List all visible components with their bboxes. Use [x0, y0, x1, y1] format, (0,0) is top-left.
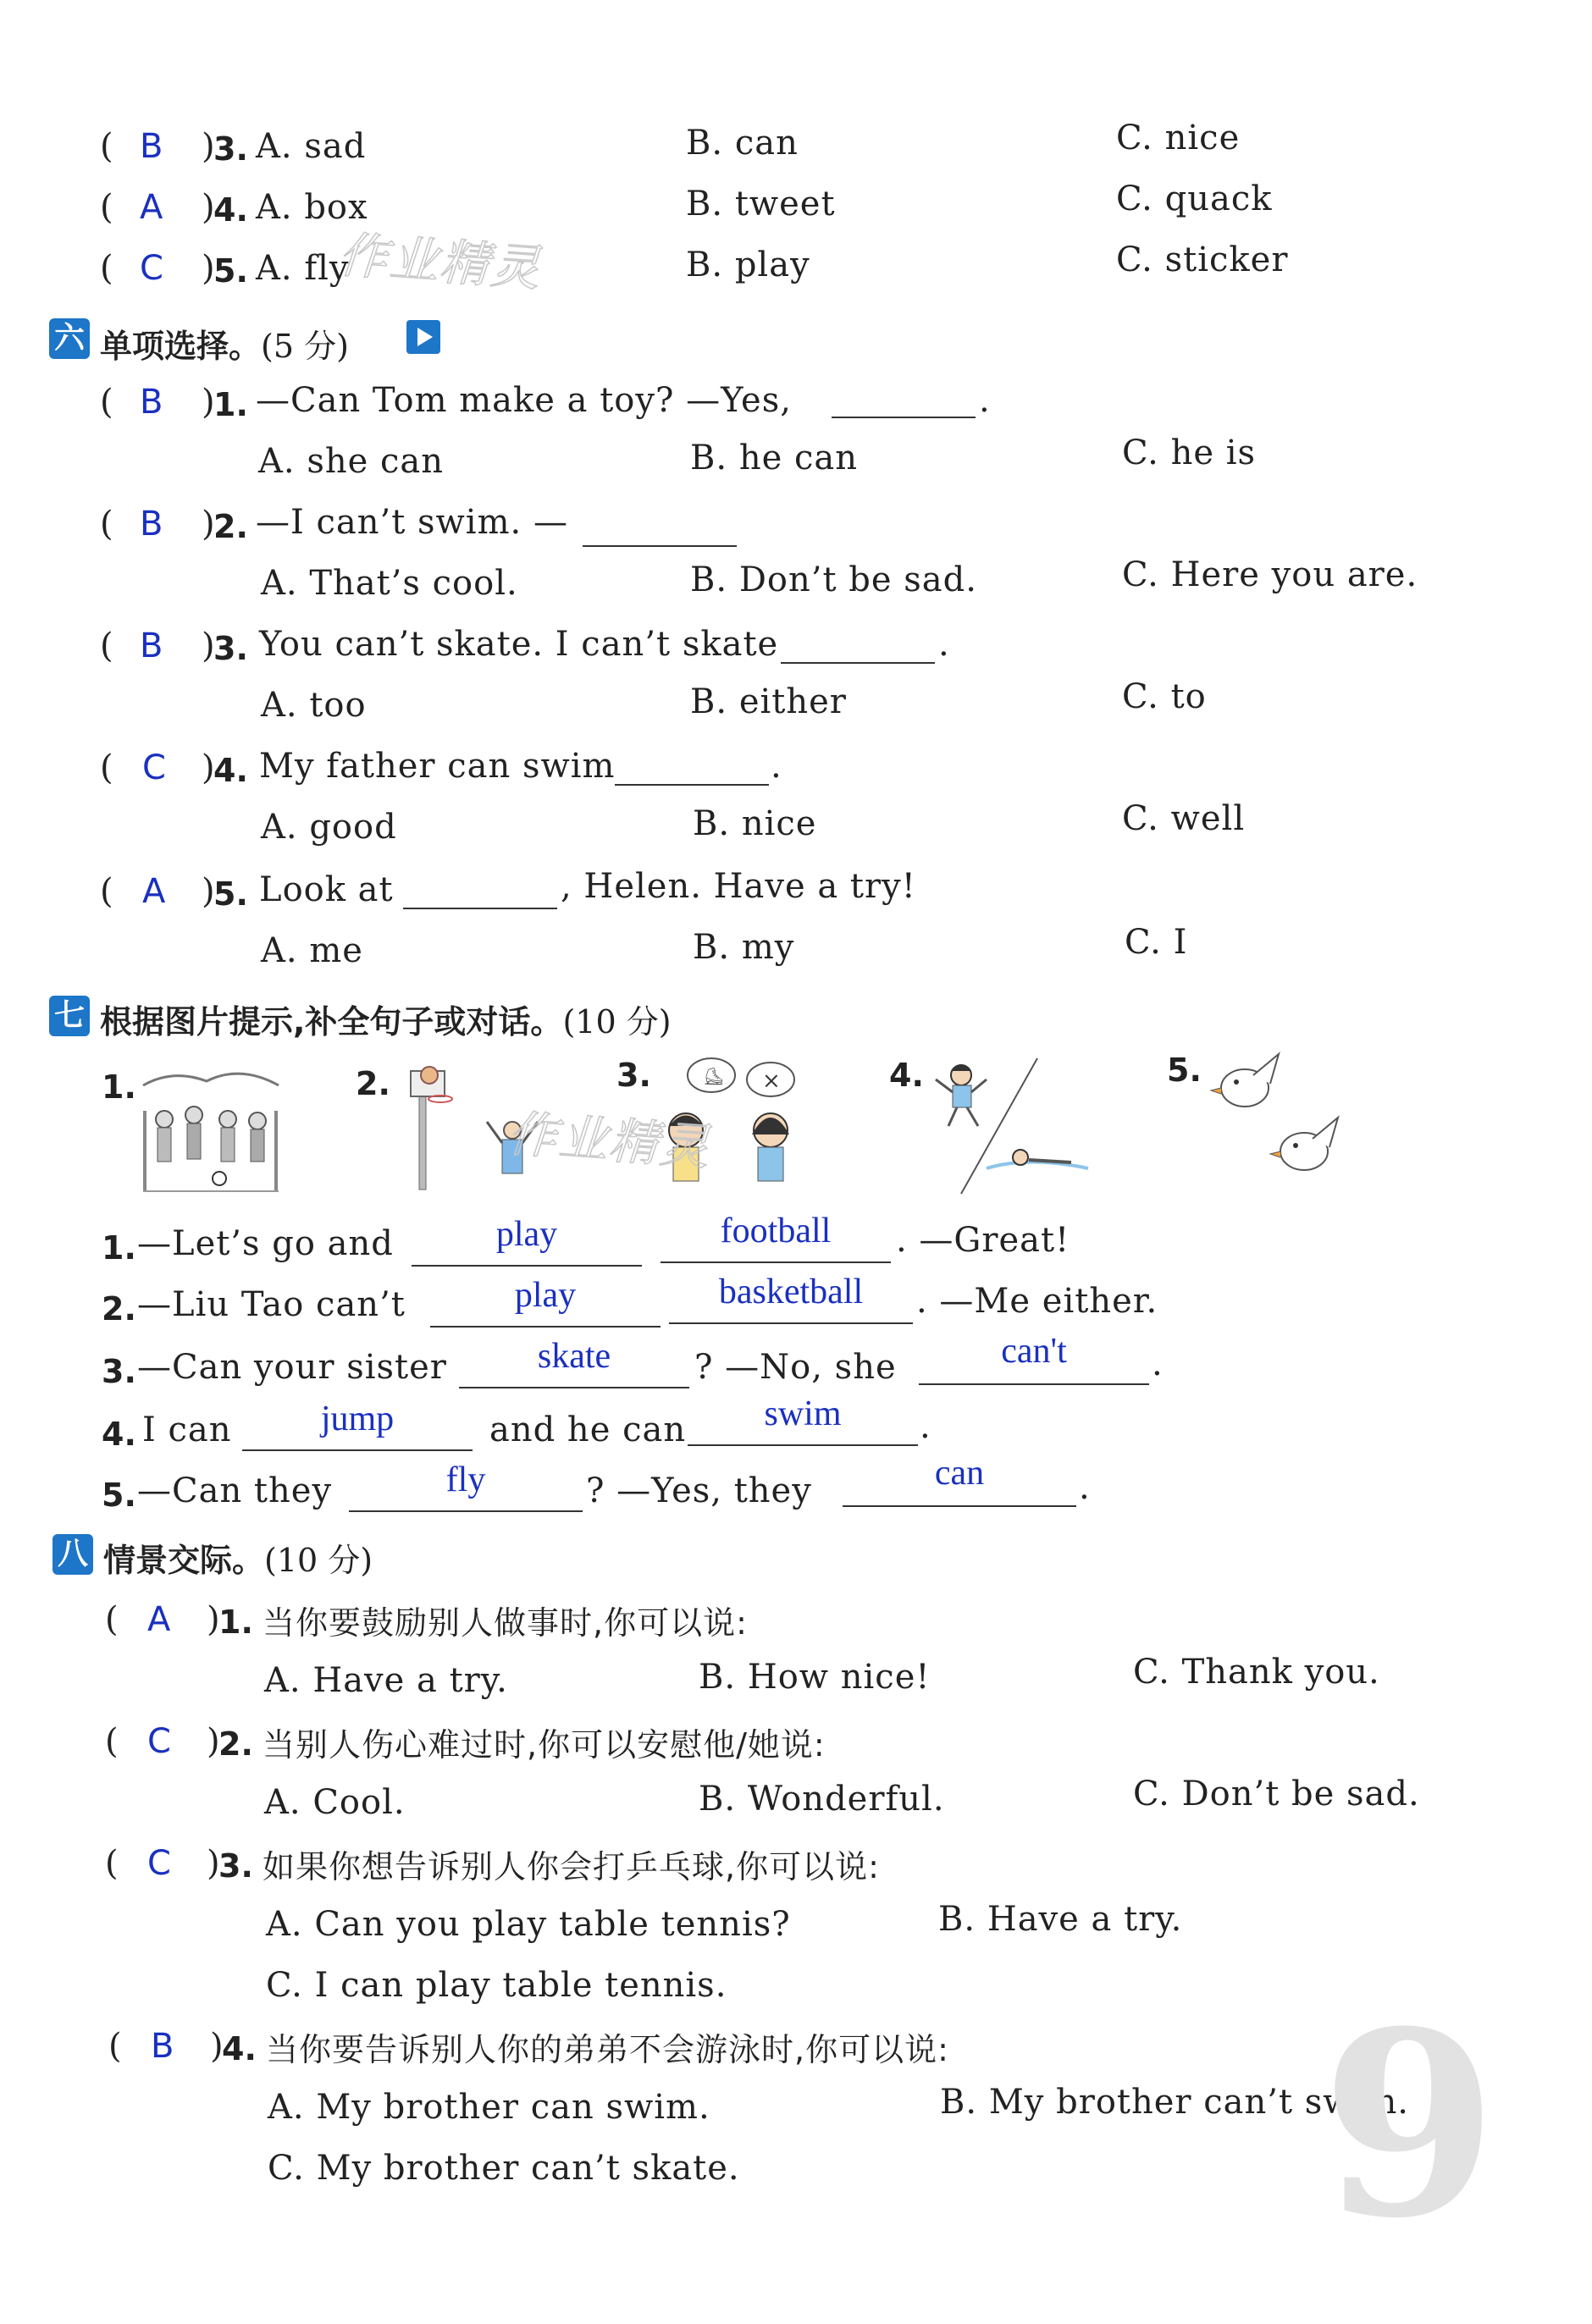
question-number: 4.	[213, 191, 248, 229]
football-kids-image	[139, 1060, 283, 1195]
question-stem: —Can Tom make a toy? —Yes,	[256, 381, 792, 420]
answer-blank	[583, 545, 737, 547]
answer-blank	[459, 1387, 689, 1388]
question-number: 1.	[213, 386, 248, 423]
paren-open: (	[100, 627, 113, 665]
section-score: (5 分)	[261, 328, 349, 365]
option-c: C. to	[1122, 677, 1207, 716]
jump-and-swim-image	[927, 1054, 1097, 1198]
option-b: B. tweet	[686, 185, 836, 224]
section-title	[103, 1534, 373, 1581]
option-c: C. My brother can’t skate.	[268, 2149, 740, 2188]
paren-close: )	[202, 383, 215, 422]
answer-letter: B	[140, 127, 163, 166]
option-a: A. fly	[256, 249, 350, 288]
page-number: 9	[1321, 1975, 1498, 2274]
question-number: 3.	[218, 1847, 253, 1885]
question-number: 2.	[218, 1725, 253, 1763]
question-number: 2.	[213, 508, 248, 545]
paren-close: )	[207, 1722, 220, 1761]
paren-open: (	[105, 1600, 119, 1639]
option-b: B. Don’t be sad.	[690, 560, 977, 599]
sentence-part: ? —No, she	[694, 1348, 897, 1387]
sentence-part: and he can	[489, 1410, 687, 1449]
section-title-text: 单项选择。	[100, 328, 262, 365]
question-number: 1.	[102, 1229, 136, 1267]
filled-answer: basketball	[718, 1272, 864, 1311]
option-a: A. Have a try.	[264, 1661, 508, 1700]
option-b: B. Wonderful.	[699, 1780, 945, 1819]
option-a: A. box	[256, 188, 368, 227]
svg-text:×: ×	[762, 1068, 781, 1094]
answer-letter: C	[140, 249, 163, 288]
sentence-part: . —Me either.	[916, 1282, 1158, 1321]
section-badge: 七	[49, 996, 90, 1036]
question-stem: Look at	[259, 870, 394, 909]
option-a: A. Can you play table tennis?	[266, 1905, 791, 1944]
filled-answer: play	[514, 1276, 577, 1315]
option-a: A. good	[261, 808, 397, 847]
section-score: (10 分)	[562, 1003, 672, 1041]
sentence-part: —Liu Tao can’t	[137, 1285, 406, 1324]
question-number: 1.	[218, 1604, 253, 1641]
sentence-part: ? —Yes, they	[586, 1471, 812, 1510]
option-c: C. well	[1122, 799, 1246, 838]
answer-blank	[832, 417, 976, 418]
question-stem: 如果你想告诉别人你会打乒乓球,你可以说:	[263, 1848, 880, 1885]
picture-label: 1.	[102, 1068, 136, 1106]
answer-blank	[781, 662, 935, 664]
option-a: A. My brother can swim.	[268, 2088, 710, 2127]
option-b: B. My brother can’t swim.	[940, 2083, 1409, 2122]
option-a: A. That’s cool.	[261, 564, 518, 603]
filled-answer: skate	[537, 1337, 611, 1376]
paren-open: (	[100, 188, 113, 227]
section-badge: 六	[49, 318, 90, 359]
question-number: 4.	[102, 1416, 136, 1453]
option-b: B. either	[690, 682, 847, 721]
paren-close: )	[202, 627, 215, 665]
question-stem-end: .	[938, 625, 950, 664]
section-badge: 八	[53, 1534, 93, 1575]
section-title-text: 情景交际。	[103, 1542, 265, 1579]
section-title	[100, 320, 349, 367]
question-number: 5.	[102, 1477, 136, 1514]
paren-open: (	[100, 249, 113, 288]
sentence-part: .	[1152, 1344, 1164, 1383]
answer-letter: C	[147, 1844, 171, 1883]
paren-open: (	[100, 872, 113, 911]
option-b: B. nice	[693, 804, 817, 843]
sentence-part: .	[920, 1407, 931, 1446]
option-c: C. Here you are.	[1122, 555, 1418, 594]
question-stem-end: , Helen. Have a try!	[561, 867, 916, 906]
sentence-part: . —Great!	[896, 1221, 1070, 1260]
question-stem: 当别人伤心难过时,你可以安慰他/她说:	[263, 1726, 826, 1764]
option-a: A. Cool.	[264, 1783, 406, 1822]
paren-open: (	[105, 1722, 119, 1761]
section-title-text: 根据图片提示,补全句子或对话。	[100, 1003, 563, 1041]
answer-blank	[242, 1449, 473, 1451]
birds-image	[1202, 1050, 1355, 1194]
paren-open: (	[108, 2027, 122, 2066]
paren-close: )	[207, 1844, 220, 1883]
option-c: C. sticker	[1116, 240, 1289, 279]
paren-close: )	[207, 1600, 220, 1639]
question-stem: —I can’t swim. —	[256, 503, 568, 542]
question-number: 5.	[213, 875, 248, 913]
filled-answer: can	[934, 1454, 985, 1493]
option-c: C. he is	[1122, 433, 1257, 472]
question-number: 5.	[213, 252, 248, 290]
answer-blank	[403, 908, 557, 909]
sentence-part: I can	[142, 1410, 232, 1449]
paren-close: )	[202, 249, 215, 288]
question-stem: You can’t skate. I can’t skate	[259, 625, 779, 664]
answer-blank	[661, 1261, 891, 1263]
option-b: B. How nice!	[699, 1658, 931, 1697]
paren-close: )	[202, 188, 215, 227]
svg-text:⛸: ⛸	[703, 1066, 725, 1086]
section-score: (10 分)	[264, 1542, 373, 1579]
answer-blank	[919, 1383, 1149, 1385]
paren-close: )	[202, 872, 215, 911]
option-c: C. Don’t be sad.	[1133, 1775, 1420, 1813]
paren-open: (	[105, 1844, 119, 1883]
filled-answer: fly	[445, 1460, 486, 1499]
answer-letter: C	[142, 748, 166, 787]
paren-open: (	[100, 127, 113, 166]
play-icon[interactable]	[406, 320, 440, 354]
sentence-part: —Can they	[137, 1471, 333, 1510]
answer-letter: A	[147, 1600, 171, 1639]
option-c: C. I	[1125, 923, 1188, 962]
paren-close: )	[202, 505, 215, 544]
option-a: A. sad	[256, 127, 367, 166]
answer-letter: A	[142, 872, 166, 911]
option-c: C. quack	[1116, 179, 1273, 218]
sentence-part: —Let’s go and	[137, 1224, 394, 1263]
answer-blank	[349, 1510, 583, 1512]
question-number: 3.	[213, 130, 248, 168]
option-a: A. she can	[258, 442, 445, 481]
paren-close: )	[202, 748, 215, 787]
picture-label: 5.	[1167, 1052, 1202, 1089]
sentence-part: —Can your sister	[137, 1348, 447, 1387]
option-b: B. can	[686, 124, 799, 163]
answer-blank	[615, 784, 769, 786]
answer-letter: B	[140, 505, 163, 544]
paren-open: (	[100, 505, 113, 544]
answer-letter: A	[140, 188, 163, 227]
answer-letter: B	[140, 383, 163, 422]
answer-blank	[669, 1322, 913, 1324]
sentence-part: .	[1079, 1468, 1091, 1507]
question-stem: 当你要鼓励别人做事时,你可以说:	[263, 1604, 748, 1642]
option-b: B. play	[686, 246, 810, 284]
paren-close: )	[202, 127, 215, 166]
option-b: B. he can	[690, 439, 858, 477]
answer-blank	[412, 1265, 642, 1267]
picture-label: 4.	[889, 1057, 924, 1094]
paren-close: )	[210, 2027, 224, 2066]
answer-letter: B	[140, 627, 163, 665]
option-b: B. my	[693, 928, 795, 967]
answer-blank	[430, 1326, 661, 1328]
picture-label: 3.	[616, 1057, 651, 1094]
option-a: A. me	[261, 931, 363, 970]
answer-letter: B	[151, 2027, 174, 2066]
filled-answer: can't	[1001, 1332, 1067, 1371]
question-stem: 当你要告诉别人你的弟弟不会游泳时,你可以说:	[266, 2031, 949, 2068]
question-number: 3.	[213, 630, 248, 667]
question-number: 2.	[102, 1290, 136, 1328]
answer-blank	[688, 1444, 918, 1446]
section-title	[100, 996, 672, 1042]
option-b: B. Have a try.	[938, 1900, 1183, 1939]
option-c: C. nice	[1116, 119, 1241, 157]
paren-open: (	[100, 748, 113, 787]
answer-blank	[843, 1505, 1076, 1507]
answer-letter: C	[147, 1722, 171, 1761]
question-stem: My father can swim	[259, 747, 616, 786]
question-stem-end: .	[771, 747, 782, 786]
option-c: C. Thank you.	[1133, 1653, 1380, 1692]
watermark: 作业精灵	[506, 1104, 713, 1177]
filled-answer: swim	[764, 1394, 842, 1433]
picture-label: 2.	[356, 1065, 390, 1102]
filled-answer: football	[720, 1212, 832, 1250]
option-a: A. too	[261, 686, 367, 725]
paren-open: (	[100, 383, 113, 422]
question-stem-end: .	[979, 381, 991, 420]
filled-answer: jump	[320, 1399, 395, 1438]
option-c: C. I can play table tennis.	[266, 1966, 727, 2005]
question-number: 4.	[213, 752, 248, 789]
question-number: 3.	[102, 1353, 136, 1390]
watermark: 作业精灵	[336, 225, 544, 298]
question-number: 4.	[222, 2030, 257, 2067]
filled-answer: play	[495, 1215, 558, 1254]
